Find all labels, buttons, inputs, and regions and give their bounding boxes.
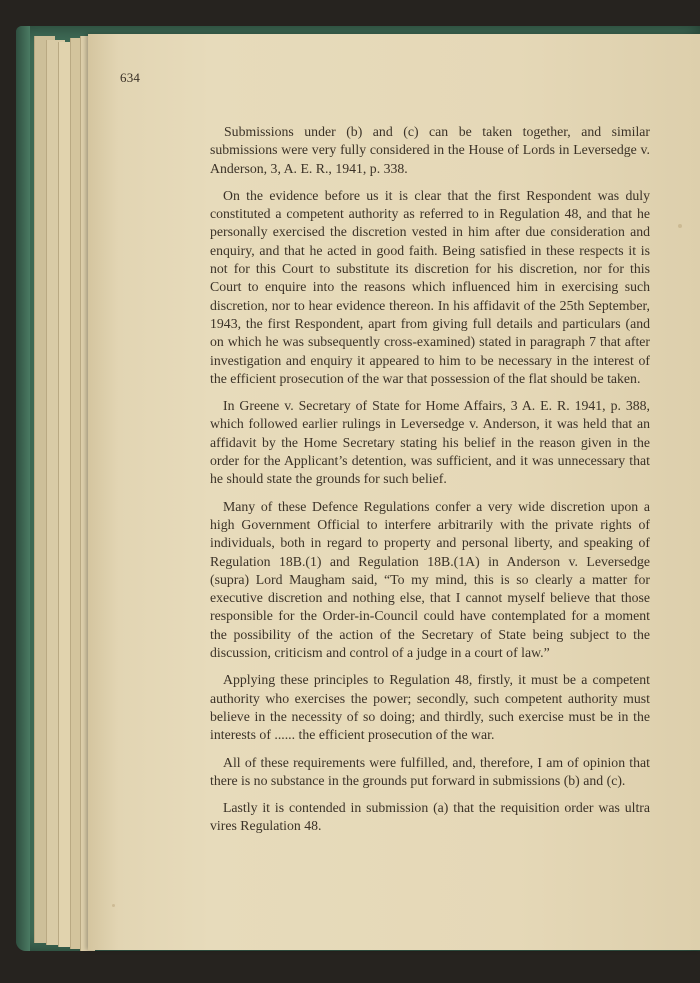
- paper-speck: [678, 224, 682, 228]
- paragraph: Many of these Defence Regulations confer a very wide discretion upon a high Government Official to interfere arbitrarily with the private rights of individuals, both in regard to property and personal liberty, and speaking of Regulation 18B.(1) and Regulation 18B.(1A) in Anderson v. Leversedge (supra) Lord Maugham said, “To my mind, this is so clearly a matter for executive discretion and nothing else, that I cannot myself believe that those responsible for the Order-in-Council could have contemplated for a moment the possibility of the action of the Secretary of State being subject to the discussion, criticism and control of a judge in a court of law.”: [210, 498, 650, 661]
- paper-speck: [112, 904, 115, 907]
- paragraph: In Greene v. Secretary of State for Home Affairs, 3 A. E. R. 1941, p. 388, which followed earlier rulings in Leversedge v. Anderson, it was held that an affidavit by the Home Secretary stating his belief in the reason given in the order for the Applicant’s detention, was sufficient, and it was unnecessary that he should state the grounds for such belief.: [210, 398, 650, 487]
- paragraph: Applying these principles to Regulation 48, firstly, it must be a competent authority who exercises the power; secondly, such competent authority must believe in the necessity of so doing; and thirdly, such exercise must be in the interests of ...... the efficient prosecution of the war.: [210, 672, 650, 743]
- paragraph: On the evidence before us it is clear that the first Respondent was duly constituted a competent authority as referred to in Regulation 48, and that he personally exercised the discretion vested in him after due consideration and enquiry, and that he acted in good faith. Being satisfied in these respects it is not for this Court to substitute its discretion for his discretion, nor for this Court to enquire into the reasons which influenced him in exercising such discretion, nor to hear evidence thereon. In his affidavit of the 25th September, 1943, the first Respondent, apart from giving full details and particulars (and on which he was subsequently cross-examined) stated in paragraph 7 that after investigation and enquiry it appeared to him to be necessary in the interest of the efficient prosecution of the war that possession of the flat should be taken.: [210, 187, 650, 386]
- paragraph: All of these requirements were fulfilled, and, therefore, I am of opinion that there is no substance in the grounds put forward in submissions (b) and (c).: [210, 754, 650, 788]
- page-number: 634: [120, 70, 141, 85]
- body-text: [210, 123, 650, 845]
- paragraph: Submissions under (b) and (c) can be taken together, and similar submissions were very fully considered in the House of Lords in Leversedge v. Anderson, 3, A. E. R., 1941, p. 338.: [210, 124, 650, 176]
- paragraph: Lastly it is contended in submission (a) that the requisition order was ultra vires Regulation 48.: [210, 800, 650, 834]
